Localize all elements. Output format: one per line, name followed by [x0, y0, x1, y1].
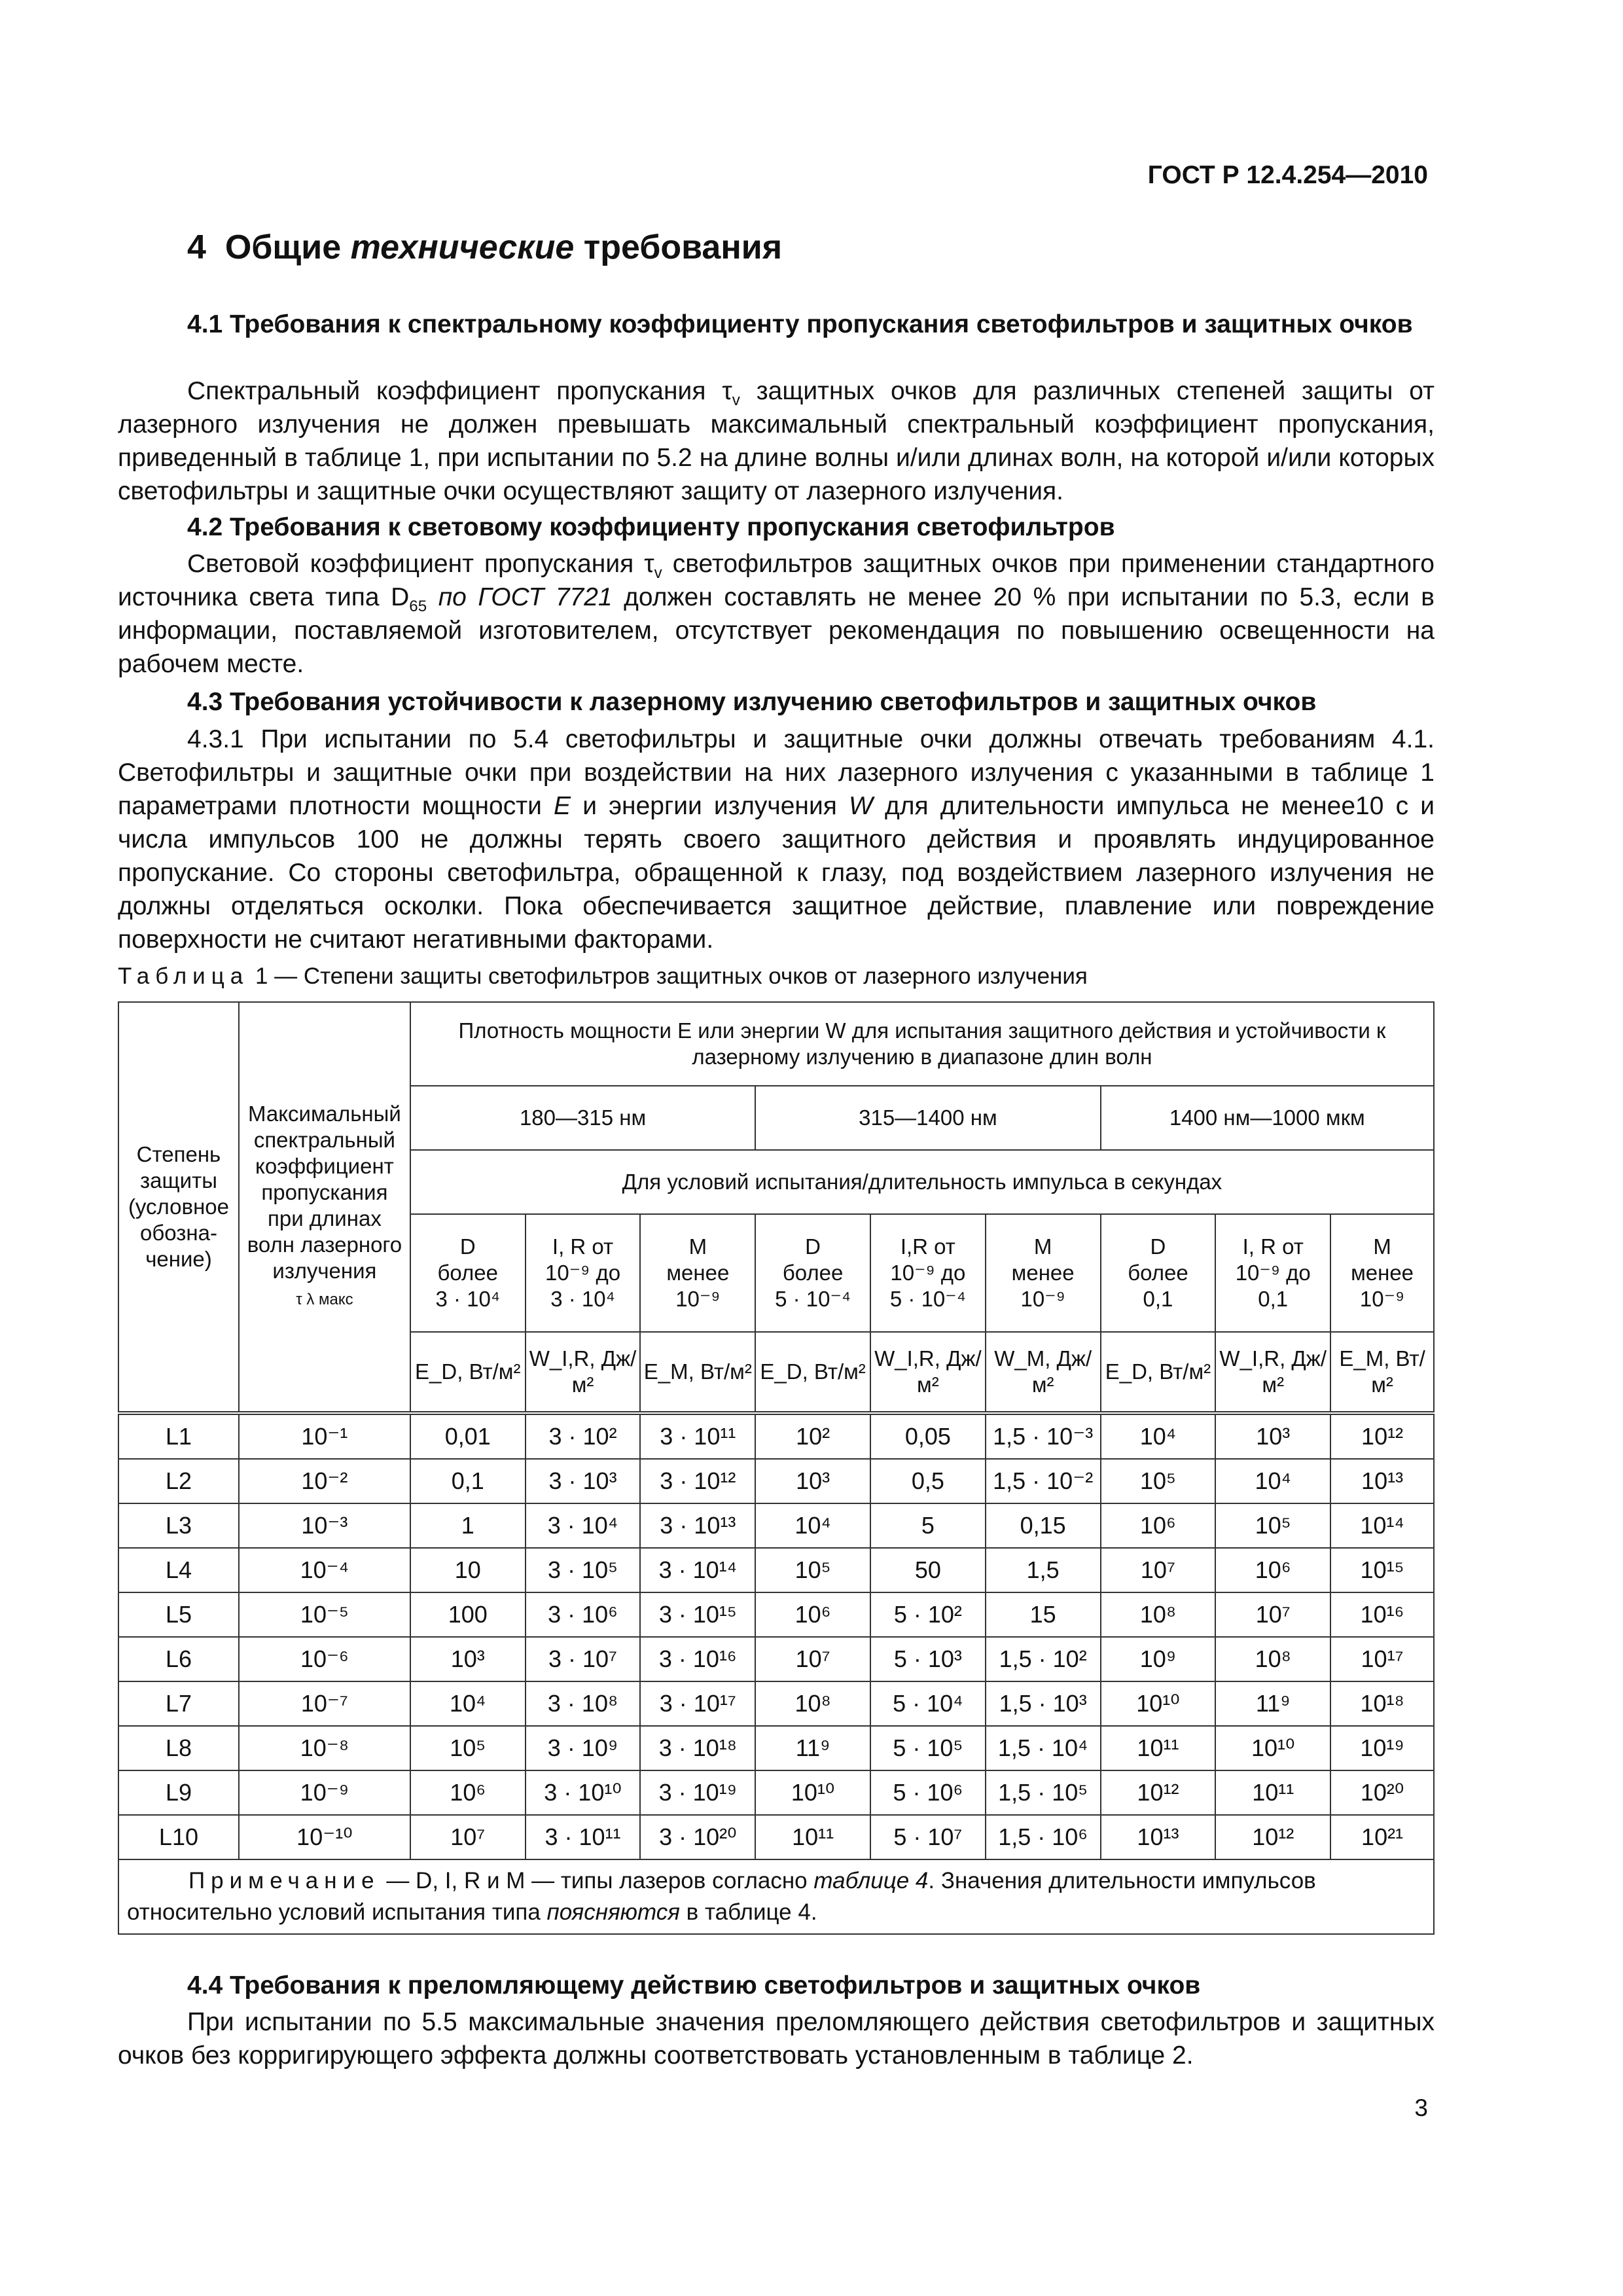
value-cell: 3 · 10⁷	[526, 1637, 641, 1681]
value-cell: 10⁶	[755, 1592, 870, 1637]
value-cell: 10⁷	[1215, 1592, 1330, 1637]
value-cell: 0,01	[410, 1413, 526, 1459]
value-cell: 0,15	[986, 1503, 1101, 1548]
value-cell: 10⁴	[410, 1681, 526, 1726]
value-cell: 0,1	[410, 1459, 526, 1503]
value-cell: 10¹³	[1330, 1459, 1434, 1503]
value-cell: 10⁻⁶	[239, 1637, 410, 1681]
degree-cell: L3	[118, 1503, 239, 1548]
value-cell: 10⁴	[1215, 1459, 1330, 1503]
tau-symbol: τ λ макс	[296, 1291, 353, 1308]
value-cell: 10²⁰	[1330, 1770, 1434, 1815]
value-cell: 3 · 10¹¹	[640, 1413, 755, 1459]
unit-cell: E_D, Вт/м²	[1101, 1332, 1216, 1413]
condition-cell: D более 5 · 10⁻⁴	[755, 1214, 870, 1332]
value-cell: 10⁸	[755, 1681, 870, 1726]
value-cell: 10⁷	[755, 1637, 870, 1681]
value-cell: 10⁷	[1101, 1548, 1216, 1592]
value-cell: 10⁻⁴	[239, 1548, 410, 1592]
value-cell: 3 · 10⁵	[526, 1548, 641, 1592]
subsection-4-3-title: 4.3 Требования устойчивости к лазерному излучению светофильтров и защитных очков	[187, 688, 1317, 716]
value-cell: 10⁶	[1101, 1503, 1216, 1548]
degree-cell: L10	[118, 1815, 239, 1859]
value-cell: 3 · 10¹⁴	[640, 1548, 755, 1592]
page-number: 3	[1414, 2094, 1428, 2121]
table-row	[118, 1815, 1434, 1859]
value-cell: 10¹³	[1101, 1815, 1216, 1859]
value-cell: 5 · 10²	[870, 1592, 986, 1637]
value-cell: 3 · 10¹⁸	[640, 1726, 755, 1770]
value-cell: 10⁻¹⁰	[239, 1815, 410, 1859]
degree-cell: L8	[118, 1726, 239, 1770]
value-cell: 100	[410, 1592, 526, 1637]
value-cell: 10	[410, 1548, 526, 1592]
degree-cell: L7	[118, 1681, 239, 1726]
conditions-header: Для условий испытания/длительность импульса в секундах	[410, 1150, 1434, 1214]
value-cell: 1,5 · 10⁶	[986, 1815, 1101, 1859]
unit-cell: E_M, Вт/м²	[1330, 1332, 1434, 1413]
condition-cell: M менее 10⁻⁹	[1330, 1214, 1434, 1332]
value-cell: 10⁻⁹	[239, 1770, 410, 1815]
value-cell: 10⁷	[410, 1815, 526, 1859]
table-caption: Таблица 1 — Степени защиты светофильтров защитных очков от лазерного излучения	[118, 963, 1088, 989]
value-cell: 3 · 10²	[526, 1413, 641, 1459]
value-cell: 11⁹	[1215, 1681, 1330, 1726]
value-cell: 1,5 · 10²	[986, 1637, 1101, 1681]
value-cell: 3 · 10¹⁶	[640, 1637, 755, 1681]
value-cell: 1,5 · 10³	[986, 1681, 1101, 1726]
value-cell: 10¹²	[1101, 1770, 1216, 1815]
value-cell: 3 · 10¹⁰	[526, 1770, 641, 1815]
value-cell: 10¹²	[1215, 1815, 1330, 1859]
value-cell: 10⁵	[755, 1548, 870, 1592]
subsection-4-1-paragraph: Спектральный коэффициент пропускания $\tau_v$ защитных очков для различных степеней защиты от лазерного излучения не должен превышать максимальный спектральный коэффициент пропускания, приведенный в таблице 1, при испытании по 5.2 на длине волны и/или длинах волн, на которой и/или которых светофильтры и защитные очки осуществляют защиту от лазерного излучения.	[118, 377, 1435, 505]
value-cell: 10³	[410, 1637, 526, 1681]
value-cell: 10⁵	[1101, 1459, 1216, 1503]
value-cell: 10⁻⁸	[239, 1726, 410, 1770]
degree-cell: L1	[118, 1413, 239, 1459]
value-cell: 3 · 10¹⁹	[640, 1770, 755, 1815]
table-row	[118, 1413, 1434, 1459]
value-cell: 3 · 10²⁰	[640, 1815, 755, 1859]
value-cell: 10¹⁴	[1330, 1503, 1434, 1548]
section-title-c: требования	[583, 228, 783, 266]
value-cell: 5	[870, 1503, 986, 1548]
value-cell: 15	[986, 1592, 1101, 1637]
table-row	[118, 1726, 1434, 1770]
value-cell: 10⁴	[755, 1503, 870, 1548]
unit-cell: E_M, Вт/м²	[640, 1332, 755, 1413]
section-title-b: технические	[350, 228, 575, 266]
unit-cell: E_D, Вт/м²	[410, 1332, 526, 1413]
value-cell: 10²	[755, 1413, 870, 1459]
value-cell: 10⁵	[410, 1726, 526, 1770]
value-cell: 5 · 10⁴	[870, 1681, 986, 1726]
col-header-degree: Степень защиты (условное обозна-чение)	[118, 1002, 239, 1413]
value-cell: 10⁸	[1101, 1592, 1216, 1637]
condition-cell: M менее 10⁻⁹	[986, 1214, 1101, 1332]
table-row	[118, 1503, 1434, 1548]
value-cell: 10¹⁰	[1215, 1726, 1330, 1770]
value-cell: 10⁻²	[239, 1459, 410, 1503]
value-cell: 3 · 10¹⁷	[640, 1681, 755, 1726]
value-cell: 10³	[1215, 1413, 1330, 1459]
value-cell: 10¹⁸	[1330, 1681, 1434, 1726]
value-cell: 10⁶	[1215, 1548, 1330, 1592]
subsection-4-2-title: 4.2 Требования к световому коэффициенту пропускания светофильтров	[187, 513, 1115, 541]
value-cell: 10⁹	[1101, 1637, 1216, 1681]
value-cell: 3 · 10¹⁵	[640, 1592, 755, 1637]
value-cell: 10¹⁹	[1330, 1726, 1434, 1770]
value-cell: 10⁶	[410, 1770, 526, 1815]
condition-cell: M менее 10⁻⁹	[640, 1214, 755, 1332]
table-row	[118, 1592, 1434, 1637]
value-cell: 3 · 10⁴	[526, 1503, 641, 1548]
table-row	[118, 1548, 1434, 1592]
section-title-a: Общие	[224, 228, 342, 266]
value-cell: 3 · 10⁸	[526, 1681, 641, 1726]
range-header-1: 180—315 нм	[410, 1086, 755, 1150]
value-cell: 5 · 10⁶	[870, 1770, 986, 1815]
col-header-max-transmittance: Максимальный спектральный коэффициент пропускания при длинах волн лазерного излучения τ λ макс	[239, 1002, 410, 1413]
value-cell: 10³	[755, 1459, 870, 1503]
value-cell: 10⁸	[1215, 1637, 1330, 1681]
value-cell: 3 · 10¹²	[640, 1459, 755, 1503]
section-number: 4	[187, 228, 206, 266]
degree-cell: L9	[118, 1770, 239, 1815]
value-cell: 3 · 10³	[526, 1459, 641, 1503]
degree-cell: L4	[118, 1548, 239, 1592]
subsection-4-2-paragraph: Световой коэффициент пропускания $\tau_v$ светофильтров защитных очков при применении стандартного источника света типа $D_{65}$ по ГОСТ 7721 должен составлять не менее 20 % при испытании по 5.3, если в информации, поставляемой изготовителем, отсутствует рекомендация по повышению освещенности на рабочем месте.	[118, 550, 1435, 678]
value-cell: 0,5	[870, 1459, 986, 1503]
protection-degree-table	[118, 1001, 1435, 1935]
value-cell: 3 · 10¹³	[640, 1503, 755, 1548]
value-cell: 10¹⁰	[755, 1770, 870, 1815]
degree-cell: L6	[118, 1637, 239, 1681]
value-cell: 10⁻⁷	[239, 1681, 410, 1726]
value-cell: 1,5	[986, 1548, 1101, 1592]
value-cell: 3 · 10¹¹	[526, 1815, 641, 1859]
table-row	[118, 1770, 1434, 1815]
table-body	[118, 1413, 1434, 1859]
value-cell: 10¹²	[1330, 1413, 1434, 1459]
table-row	[118, 1681, 1434, 1726]
value-cell: 1,5 · 10⁵	[986, 1770, 1101, 1815]
value-cell: 1,5 · 10⁴	[986, 1726, 1101, 1770]
density-header: Плотность мощности E или энергии W для испытания защитного действия и устойчивости к лазерному излучению в диапазоне длин волн	[410, 1002, 1434, 1086]
value-cell: 10⁻³	[239, 1503, 410, 1548]
value-cell: 50	[870, 1548, 986, 1592]
value-cell: 10¹⁶	[1330, 1592, 1434, 1637]
subsection-4-4-title: 4.4 Требования к преломляющему действию светофильтров и защитных очков	[187, 1971, 1201, 2000]
value-cell: 10¹¹	[755, 1815, 870, 1859]
standard-number: ГОСТ Р 12.4.254—2010	[1147, 161, 1428, 189]
value-cell: 10²¹	[1330, 1815, 1434, 1859]
value-cell: 10⁴	[1101, 1413, 1216, 1459]
value-cell: 3 · 10⁶	[526, 1592, 641, 1637]
value-cell: 11⁹	[755, 1726, 870, 1770]
value-cell: 10¹⁷	[1330, 1637, 1434, 1681]
value-cell: 5 · 10³	[870, 1637, 986, 1681]
range-header-2: 315—1400 нм	[755, 1086, 1100, 1150]
condition-cell: D более 3 · 10⁴	[410, 1214, 526, 1332]
range-header-3: 1400 нм—1000 мкм	[1101, 1086, 1434, 1150]
unit-cell: W_M, Дж/м²	[986, 1332, 1101, 1413]
value-cell: 10⁻¹	[239, 1413, 410, 1459]
value-cell: 1,5 · 10⁻²	[986, 1459, 1101, 1503]
value-cell: 10¹⁰	[1101, 1681, 1216, 1726]
value-cell: 10⁻⁵	[239, 1592, 410, 1637]
unit-cell: E_D, Вт/м²	[755, 1332, 870, 1413]
value-cell: 10¹¹	[1101, 1726, 1216, 1770]
unit-cell: W_I,R, Дж/м²	[1215, 1332, 1330, 1413]
table-note: Примечание — D, I, R и M — типы лазеров согласно таблице 4. Значения длительности импульсов относительно условий испытания типа поясняются в таблице 4.	[118, 1859, 1434, 1934]
unit-cell: W_I,R, Дж/м²	[526, 1332, 641, 1413]
condition-cell: D более 0,1	[1101, 1214, 1216, 1332]
condition-cell: I, R от 10⁻⁹ до 3 · 10⁴	[526, 1214, 641, 1332]
value-cell: 10¹¹	[1215, 1770, 1330, 1815]
value-cell: 3 · 10⁹	[526, 1726, 641, 1770]
value-cell: 1	[410, 1503, 526, 1548]
degree-cell: L5	[118, 1592, 239, 1637]
table-row	[118, 1459, 1434, 1503]
value-cell: 0,05	[870, 1413, 986, 1459]
degree-cell: L2	[118, 1459, 239, 1503]
subsection-4-4-paragraph: При испытании по 5.5 максимальные значения преломляющего действия светофильтров и защитных очков без корригирующего эффекта должны соответствовать установленным в таблице 2.	[118, 2008, 1435, 2070]
value-cell: 5 · 10⁵	[870, 1726, 986, 1770]
condition-cell: I,R от 10⁻⁹ до 5 · 10⁻⁴	[870, 1214, 986, 1332]
value-cell: 5 · 10⁷	[870, 1815, 986, 1859]
subsection-4-1-title: 4.1 Требования к спектральному коэффициенту пропускания светофильтров и защитных очков	[187, 310, 1413, 338]
unit-cell: W_I,R, Дж/м²	[870, 1332, 986, 1413]
subsection-4-3-paragraph: 4.3.1 При испытании по 5.4 светофильтры и защитные очки должны отвечать требованиям 4.1. Светофильтры и защитные очки при воздействии на них лазерного излучения с указанными в таблице 1 параметрами плотности мощности E и энергии излучения W для длительности импульса не менее10 с и числа импульсов 100 не должны терять своего защитного действия и проявлять индуцированное пропускание. Со стороны светофильтра, обращенной к глазу, под воздействием лазерного излучения не должны отделяться осколки. Пока обеспечивается защитное действие, плавление или повреждение поверхности не считают негативными факторами.	[118, 725, 1435, 954]
value-cell: 1,5 · 10⁻³	[986, 1413, 1101, 1459]
value-cell: 10¹⁵	[1330, 1548, 1434, 1592]
value-cell: 10⁵	[1215, 1503, 1330, 1548]
section-4-heading	[187, 228, 782, 267]
table-row	[118, 1637, 1434, 1681]
condition-cell: I, R от 10⁻⁹ до 0,1	[1215, 1214, 1330, 1332]
